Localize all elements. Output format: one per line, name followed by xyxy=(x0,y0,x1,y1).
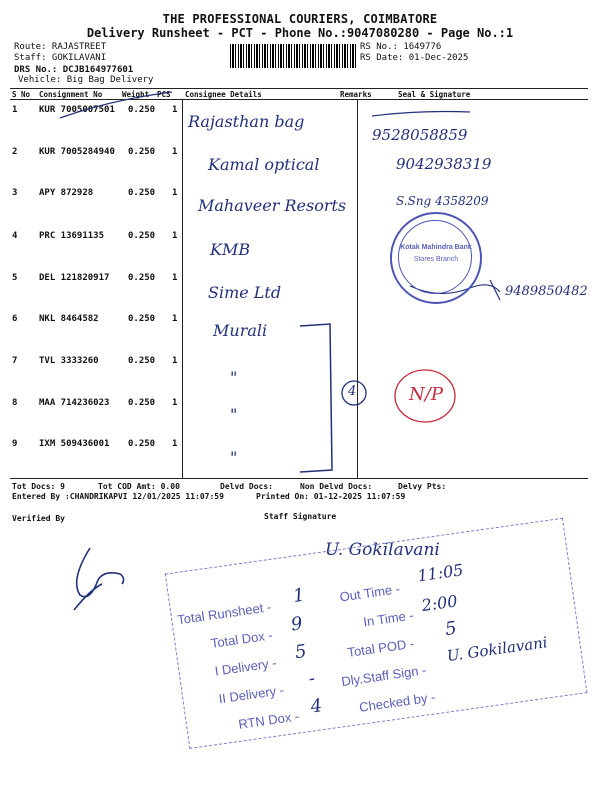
stamp-total-dox-val: 9 xyxy=(289,613,304,636)
runsheet-subtitle: Delivery Runsheet - PCT - Phone No.:9047080280 - Page No.:1 xyxy=(86,26,514,40)
verified-by-label: Verified By xyxy=(12,514,65,523)
row-sno: 1 xyxy=(12,105,18,115)
row-consignee: Mahaveer Resorts xyxy=(198,196,347,215)
row-weight: 0.250 xyxy=(128,398,156,408)
row-consignment: MAA 714236023 xyxy=(39,398,110,408)
printed-on: Printed On: 01-12-2025 11:07:59 xyxy=(256,492,406,501)
row-weight: 0.250 xyxy=(128,356,156,366)
rs-date: RS Date: 01-Dec-2025 xyxy=(360,53,469,63)
col-consignment: Consignment No xyxy=(39,90,103,99)
stamp-total-runsheet-val: 1 xyxy=(291,584,307,607)
row-signature: 9489850482 xyxy=(505,284,588,299)
row-sno: 9 xyxy=(12,439,18,449)
row-weight: 0.250 xyxy=(128,105,156,115)
row-sno: 3 xyxy=(12,188,18,198)
row-sno: 5 xyxy=(12,273,18,283)
stamp-ii-delivery-val: - xyxy=(307,667,317,690)
entered-by: Entered By :CHANDRIKAPVI 12/01/2025 11:07:59 xyxy=(12,492,224,501)
stamp-total-pod-label: Total POD - xyxy=(346,635,416,660)
stamp-rtn-dox-label: RTN Dox - xyxy=(237,708,301,732)
row-sno: 6 xyxy=(12,314,18,324)
row-consignment: TVL 3333260 xyxy=(39,356,99,366)
row-sno: 8 xyxy=(12,398,18,408)
row-sno: 7 xyxy=(12,356,18,366)
delvd-docs: Delvd Docs: xyxy=(220,482,273,491)
non-delvd-docs: Non Delvd Docs: xyxy=(300,482,373,491)
stamp-dly-staff-label: Dly.Staff Sign - xyxy=(340,662,428,690)
row-sno: 2 xyxy=(12,147,18,157)
col-pcs: PCS xyxy=(157,90,171,99)
col-seal-signature: Seal & Signature xyxy=(398,90,471,99)
route-label: Route: RAJASTREET xyxy=(14,42,107,52)
seal-line2: Stores Branch xyxy=(413,256,459,263)
row-weight: 0.250 xyxy=(128,273,156,283)
row-pcs: 1 xyxy=(172,273,178,283)
row-consignee: Sime Ltd xyxy=(208,283,282,302)
stamp-total-pod-val: 5 xyxy=(443,617,459,641)
stamp-ii-delivery-label: II Delivery - xyxy=(217,682,285,707)
bank-seal xyxy=(390,212,482,304)
row-consignment: IXM 509436001 xyxy=(39,439,110,449)
rs-number: RS No.: 1649776 xyxy=(360,42,442,52)
row-consignment: KUR 7005284940 xyxy=(39,147,115,157)
verifier-signature xyxy=(60,540,150,620)
row-pcs: 1 xyxy=(172,231,178,241)
row-pcs: 1 xyxy=(172,188,178,198)
row-weight: 0.250 xyxy=(128,188,156,198)
stamp-in-time-val: 2:00 xyxy=(420,591,459,616)
row-consignment: APY 872928 xyxy=(39,188,94,198)
drs-number: DRS No.: DCJB164977601 xyxy=(14,65,134,75)
bracket-count: 4 xyxy=(348,384,357,399)
staff-label: Staff: GOKILAVANI xyxy=(14,53,107,63)
col-weight: Weight xyxy=(122,90,150,99)
row-consignee: Rajasthan bag xyxy=(188,112,305,131)
row-consignment: DEL 121820917 xyxy=(39,273,110,283)
row-consignment: KUR 7005007501 xyxy=(39,105,115,115)
row-consignee: " xyxy=(230,448,238,467)
stamp-total-dox-label: Total Dox - xyxy=(209,627,274,651)
col-consignee: Consignee Details xyxy=(185,90,262,99)
stamp-in-time-label: In Time - xyxy=(362,607,415,630)
stamp-dly-staff-val: U. Gokilavani xyxy=(445,633,549,666)
row-consignee: " xyxy=(230,368,238,387)
tot-docs: Tot Docs: 9 xyxy=(12,482,65,491)
row-pcs: 1 xyxy=(172,356,178,366)
row-pcs: 1 xyxy=(172,314,178,324)
row-weight: 0.250 xyxy=(128,314,156,324)
row-pcs: 1 xyxy=(172,147,178,157)
row-consignment: NKL 8464582 xyxy=(39,314,99,324)
company-title: THE PROFESSIONAL COURIERS, COIMBATORE xyxy=(162,12,438,26)
tot-cod-amt: Tot COD Amt: 0.00 xyxy=(98,482,180,491)
stamp-total-runsheet-label: Total Runsheet - xyxy=(176,599,273,628)
row-signature: 9042938319 xyxy=(396,155,492,173)
staff-signature: U. Gokilavani xyxy=(325,540,440,560)
row-weight: 0.250 xyxy=(128,439,156,449)
stamp-checked-by-label: Checked by - xyxy=(358,689,437,715)
row-signature: S.Sng 4358209 xyxy=(396,194,489,208)
col-remarks: Remarks xyxy=(340,90,372,99)
row-consignee: Murali xyxy=(213,321,268,340)
row-sno: 4 xyxy=(12,231,18,241)
stamp-out-time-label: Out Time - xyxy=(338,581,401,605)
stamp-i-delivery-val: 5 xyxy=(293,640,308,664)
staff-signature-label: Staff Signature xyxy=(264,512,337,521)
row-weight: 0.250 xyxy=(128,231,156,241)
stamp-i-delivery-label: I Delivery - xyxy=(213,655,278,679)
vehicle-label: Vehicle: Big Bag Delivery xyxy=(18,75,154,85)
row-consignee: " xyxy=(230,405,238,424)
row-consignee: Kamal optical xyxy=(208,155,320,174)
row-weight: 0.250 xyxy=(128,147,156,157)
seal-line1: Kotak Mahindra Bank xyxy=(400,244,472,251)
delvy-pts: Delvy Pts: xyxy=(398,482,447,491)
col-sno: S No xyxy=(12,90,31,99)
row-signature: 9528058859 xyxy=(372,126,468,144)
np-mark: N/P xyxy=(409,384,443,405)
row-pcs: 1 xyxy=(172,105,178,115)
stamp-rtn-dox-val: 4 xyxy=(309,695,324,718)
stamp-out-time-val: 11:05 xyxy=(416,560,465,586)
row-consignee: KMB xyxy=(210,240,251,259)
row-pcs: 1 xyxy=(172,398,178,408)
row-consignment: PRC 13691135 xyxy=(39,231,105,241)
row-pcs: 1 xyxy=(172,439,178,449)
